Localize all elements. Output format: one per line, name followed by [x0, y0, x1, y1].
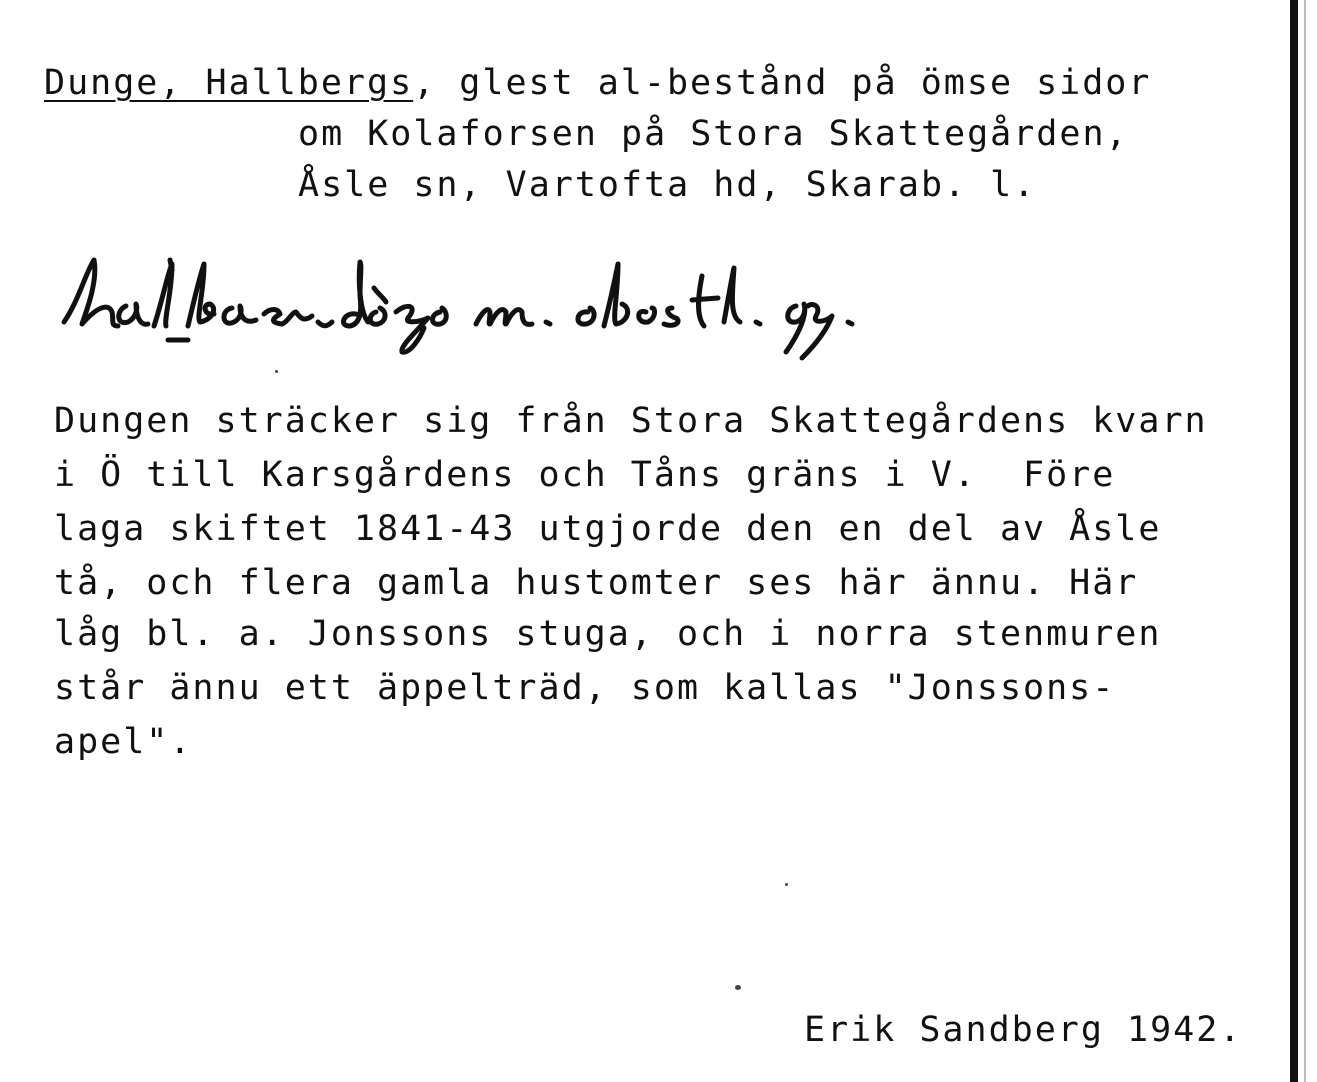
signature: Erik Sandberg 1942.	[804, 1010, 1243, 1050]
place-name-title: Dunge, Hallbergs	[44, 63, 414, 103]
body-line: låg bl. a. Jonssons stuga, och i norra stenmuren	[54, 614, 1162, 654]
header-line-1-rest: , glest al-bestånd på ömse sidor	[413, 63, 1152, 103]
card-edge-line	[1290, 0, 1298, 1082]
body-line: laga skiftet 1841-43 utgjorde den en del av Åsle	[54, 509, 1162, 549]
body-line: apel".	[54, 722, 193, 762]
scan-speck	[785, 883, 788, 886]
header-line-1	[44, 63, 1152, 103]
body-line: i Ö till Karsgårdens och Tåns gräns i V. Före	[54, 455, 1116, 495]
card-edge-shadow	[1304, 0, 1306, 1082]
body-line: står ännu ett äppelträd, som kallas "Jonssons-	[54, 668, 1116, 708]
body-line: tå, och flera gamla hustomter ses här ännu. Här	[54, 563, 1139, 603]
scan-speck	[735, 985, 741, 990]
body-line: Dungen sträcker sig från Stora Skattegårdens kvarn	[54, 401, 1208, 441]
header-line-2: om Kolaforsen på Stora Skattegården,	[298, 114, 1129, 154]
header-line-3: Åsle sn, Vartofta hd, Skarab. l.	[298, 165, 1037, 205]
handwritten-note	[56, 242, 1136, 372]
handwritten-note-text	[0, 0, 1, 1]
